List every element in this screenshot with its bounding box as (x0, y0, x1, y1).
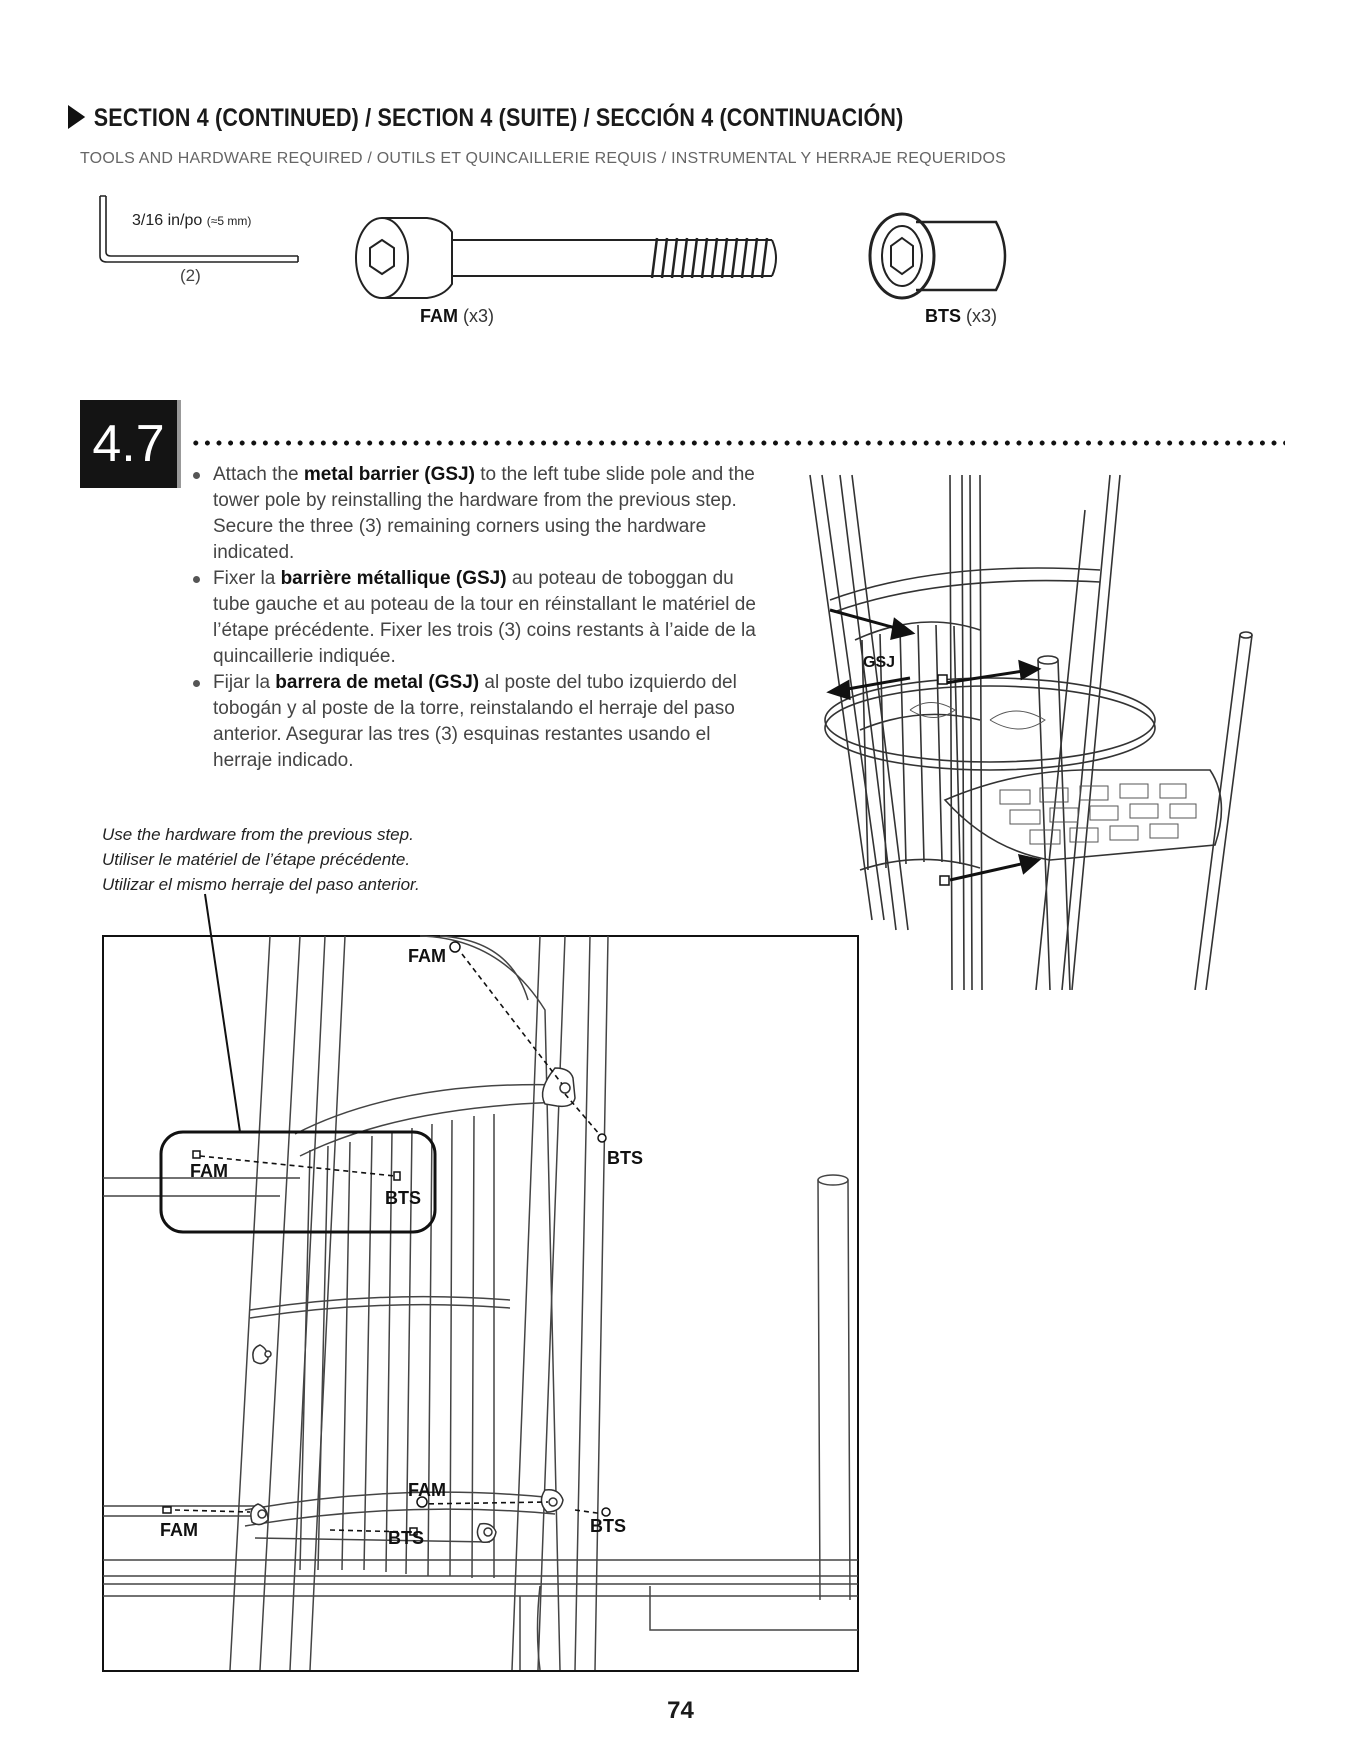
instruction-en: Attach the metal barrier (GSJ) to the left tube slide pole and the tower pole by reinstalling the hardware from the previous step. Secure the three (3) remaining corners using the hardware indicated. (192, 462, 762, 566)
step-number-badge: 4.7 (80, 400, 177, 488)
fam-callout-top: FAM (408, 946, 446, 966)
bts-callout-lower: BTS (590, 1516, 626, 1536)
bts-callout-top: BTS (607, 1148, 643, 1168)
fam-callout-box: FAM (190, 1161, 228, 1181)
bts-callout-box: BTS (385, 1188, 421, 1208)
step-instructions (192, 462, 762, 774)
fam-callout-left: FAM (160, 1520, 198, 1540)
fam-label: FAM (x3) (420, 306, 495, 326)
bts-nut-illustration (866, 208, 1026, 308)
bts-label: BTS (x3) (925, 306, 998, 326)
hardware-note: Use the hardware from the previous step. Utiliser le matériel de l’étape précédente. Utilizar el mismo herraje del paso anterior. (102, 825, 420, 894)
page-number: 74 (667, 1697, 694, 1724)
instruction-es: Fijar la barrera de metal (GSJ) al poste del tubo izquierdo del tobogán y al poste de la torre, reinstalando el herraje del paso anterior. Asegurar las tres (3) esquinas restantes usando el herraje indicado. (192, 670, 762, 774)
detail-illustration (0, 870, 870, 1680)
gsj-callout: GSJ (863, 654, 896, 671)
section-title: SECTION 4 (CONTINUED) / SECTION 4 (SUITE) / SECCIÓN 4 (CONTINUACIÓN) (68, 104, 903, 133)
step-badge-accent (177, 400, 181, 488)
bts-callout-left: BTS (388, 1528, 424, 1548)
tools-subtitle: TOOLS AND HARDWARE REQUIRED / OUTILS ET QUINCAILLERIE REQUIS / INSTRUMENTAL Y HERRAJE REQUERIDOS (80, 150, 1007, 167)
allen-key-size: 3/16 in/po (≈5 mm) (132, 212, 252, 229)
play-triangle-icon (68, 105, 85, 129)
dotted-divider (190, 440, 1285, 446)
fam-callout-lower: FAM (408, 1480, 446, 1500)
allen-key-qty: (2) (180, 266, 201, 285)
instruction-fr: Fixer la barrière métallique (GSJ) au poteau de toboggan du tube gauche et au poteau de la tour en réinstallant le matériel de l’étape précédente. Fixer les trois (3) coins restants à l’aide de la quincaillerie indiquée. (192, 566, 762, 670)
fam-bolt-illustration (352, 210, 784, 310)
